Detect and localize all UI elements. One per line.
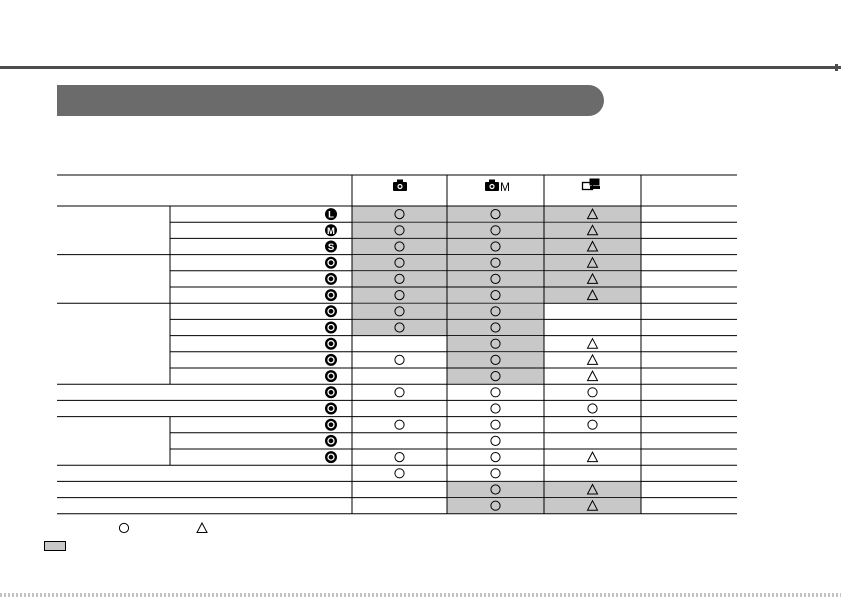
circle-mark — [395, 420, 404, 429]
shaded-cell — [448, 255, 544, 270]
size-M-icon — [325, 224, 337, 237]
circle-mark — [491, 388, 500, 397]
circle-mark — [491, 420, 500, 429]
shaded-cell — [353, 271, 447, 286]
triangle-mark — [588, 452, 598, 462]
shaded-cell — [353, 223, 447, 238]
shaded-cell — [353, 255, 447, 270]
shaded-cell — [353, 304, 447, 319]
table-row — [170, 435, 737, 449]
shaded-cell — [353, 288, 447, 303]
red-eye-icon — [325, 305, 337, 317]
circle-mark — [491, 436, 500, 445]
shaded-cell — [448, 336, 544, 351]
shaded-cell — [448, 304, 544, 319]
shaded-cell — [448, 239, 544, 254]
flash-off-icon — [325, 322, 337, 334]
camera-manual-icon — [485, 180, 499, 192]
triangle-mark — [588, 355, 598, 365]
circle-mark — [588, 420, 597, 429]
table-row — [170, 207, 737, 223]
circle-mark — [395, 355, 404, 364]
table-row — [170, 304, 737, 320]
flash-auto-icon — [325, 354, 337, 366]
table-row — [170, 320, 737, 336]
continuous-icon — [325, 435, 337, 447]
circle-mark — [491, 453, 500, 462]
camera-auto-icon — [393, 180, 407, 192]
table-row — [170, 223, 737, 239]
circle-mark — [588, 388, 597, 397]
slow-sync-icon — [325, 370, 337, 382]
shaded-cell — [353, 239, 447, 254]
svg-text:L: L — [328, 209, 334, 221]
size-S-icon — [325, 241, 337, 254]
table-row — [170, 255, 737, 271]
flash-on-icon — [325, 338, 337, 350]
macro-icon — [325, 386, 337, 398]
shaded-cell — [448, 271, 544, 286]
self-timer-icon — [325, 451, 337, 463]
infinity-icon — [325, 403, 337, 415]
table-row — [57, 469, 737, 482]
single-shot-icon — [325, 419, 337, 431]
shaded-cell — [448, 369, 544, 384]
table-row — [170, 352, 737, 368]
shaded-cell — [448, 482, 544, 497]
circle-mark — [395, 469, 404, 478]
table-row — [57, 386, 737, 400]
table-row — [170, 271, 737, 287]
legend-circle-mark — [119, 523, 128, 532]
stitch-assist-icon — [583, 179, 601, 190]
circle-mark — [491, 404, 500, 413]
shaded-cell — [353, 207, 447, 222]
shaded-cell — [353, 320, 447, 335]
table-row — [57, 482, 737, 498]
table-row — [57, 498, 737, 514]
fine-icon — [325, 273, 337, 285]
table-row — [170, 419, 737, 433]
shaded-cell — [448, 288, 544, 303]
legend-triangle-mark — [197, 523, 207, 533]
superfine-icon — [325, 257, 337, 269]
circle-mark — [588, 404, 597, 413]
normal-icon — [325, 289, 337, 301]
circle-mark — [395, 453, 404, 462]
circle-mark — [491, 469, 500, 478]
circle-mark — [395, 388, 404, 397]
table-row — [57, 451, 737, 465]
header-manual-suffix: M — [500, 180, 510, 194]
table-row — [57, 369, 737, 385]
page-bottom-edge — [0, 593, 841, 597]
shaded-cell — [448, 223, 544, 238]
shaded-cell — [448, 352, 544, 367]
svg-text:S: S — [327, 242, 335, 254]
size-L-icon — [325, 208, 337, 221]
shaded-cell — [448, 320, 544, 335]
legend-shaded-box — [45, 542, 66, 551]
triangle-mark — [588, 339, 598, 349]
triangle-mark — [588, 371, 598, 381]
shaded-cell — [448, 207, 544, 222]
table-row — [57, 288, 737, 304]
svg-text:M: M — [327, 225, 335, 237]
table-row — [57, 403, 737, 417]
table-row — [170, 336, 737, 352]
table-row — [57, 239, 737, 255]
shaded-cell — [448, 498, 544, 513]
